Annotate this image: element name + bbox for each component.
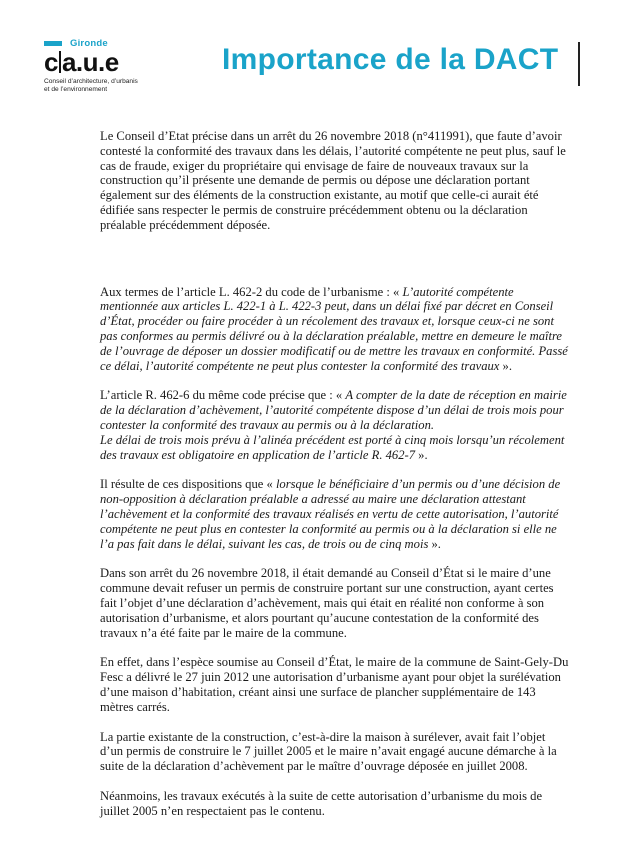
paragraph-tail: ». <box>415 447 428 462</box>
paragraph-lead: L’article R. 462-6 du même code précise que : « <box>100 388 346 403</box>
paragraph-il-resulte <box>100 477 570 551</box>
logo-wordmark-left: c <box>44 47 58 77</box>
document-body <box>100 129 570 818</box>
paragraph-lead: Il résulte de ces dispositions que « <box>100 477 276 492</box>
paragraph-neanmoins: Néanmoins, les travaux exécutés à la suite de cette autorisation d’urbanisme du mois de juillet 2005 n’en respectaient pas le contenu. <box>100 788 543 818</box>
logo-accent-bar <box>44 41 62 46</box>
page-title: Importance de la DACT <box>222 43 559 76</box>
quoted-text: A compter de la date de réception en mairie de la déclaration d’achèvement, l’autorité compétente dispose d’un délai de trois mois pour contester la conformité des travaux au permis ou à la déclaration. <box>100 388 567 432</box>
quoted-text-2: Le délai de trois mois prévu à l’alinéa précédent est porté à cinq mois lorsqu’un récolement des travaux est obligatoire en application de l’article R. 462-7 <box>100 432 565 462</box>
quoted-text: lorsque le bénéficiaire d’un permis ou d’une décision de non-opposition à déclaration préalable a adressé au maire une déclaration attestant l’achèvement et la conformité des travaux réalisés en vertu de cette autorisation, l’autorité compétente ne peut plus en contester la conformité au permis ou à la déclaration si elle ne l’a pas fait dans le délai, suivant les cas, de trois ou de cinq mois <box>100 477 561 551</box>
paragraph-tail: ». <box>499 358 512 373</box>
paragraph-tail: ». <box>428 536 441 551</box>
title-divider <box>578 42 580 86</box>
paragraph-lead: Aux termes de l’article L. 462-2 du code de l’urbanisme : « <box>100 284 403 299</box>
logo-wordmark-right: a.u.e <box>61 47 119 77</box>
paragraph-article-l462-2 <box>100 285 570 374</box>
paragraph-arret-2018: Dans son arrêt du 26 novembre 2018, il était demandé au Conseil d’État si le maire d’une commune devait refuser un permis de construire portant sur une construction, ayant certes fait l’objet d’une déclaration d’achèvement, mais qui était en réalité non conforme à son autorisation d’urbanisme, et alors pourtant qu’aucune contestation de la conformité des travaux n’a été faite par le maire de la commune. <box>100 566 554 640</box>
logo-region: Gironde <box>70 38 108 49</box>
logo-tagline-2: et de l’environnement <box>44 86 108 93</box>
logo-separator <box>59 51 61 73</box>
logo-wordmark <box>44 48 119 76</box>
paragraph-saint-gely: En effet, dans l’espèce soumise au Conseil d’État, le maire de la commune de Saint-Gely-Du Fesc a délivré le 27 juin 2012 une autorisation d’urbanisme ayant pour objet la surélévation d’une maison d’habitation, créant ainsi une surface de plancher supplémentaire de 143 mètres carrés. <box>100 655 569 714</box>
quoted-text: L’autorité compétente mentionnée aux articles L. 422-1 à L. 422-3 peut, dans un délai fixé par décret en Conseil d’État, procéder ou faire procéder à un récolement des travaux et, lorsque ceux-ci ne sont pas conformes au permis délivré ou à la déclaration préalable, mettre en demeure le maître de l’ouvrage de déposer un dossier modificatif ou de mettre les travaux en conformité. Passé ce délai, l’autorité compétente ne peut plus contester la conformité des travaux <box>100 284 568 373</box>
page-header <box>0 0 625 110</box>
paragraph-article-r462-6 <box>100 388 570 462</box>
paragraph-conseil-etat: Le Conseil d’Etat précise dans un arrêt du 26 novembre 2018 (n°411991), que faute d’avoir contesté la conformité des travaux dans les délais, l’autorité compétente ne peut plus, sauf le cas de fraude, exiger du propriétaire qui envisage de faire de nouveaux travaux sur la construction qu’il présente une demande de permis ou dépose une déclaration portant également sur des éléments de la construction existante, au motif que celle-ci aurait été édifiée sans respecter le permis de construire précédemment obtenu ou la déclaration préalable précédemment déposée. <box>100 129 566 232</box>
logo-tagline-1: Conseil d’architecture, d’urbanis <box>44 78 138 85</box>
paragraph-partie-existante: La partie existante de la construction, c’est-à-dire la maison à surélever, avait fait l’objet d’un permis de construire le 7 juillet 2005 et le maire n’avait engagé aucune démarche à la suite de la déclaration d’achèvement par le maître d’ouvrage déposée en juillet 2008. <box>100 729 557 774</box>
